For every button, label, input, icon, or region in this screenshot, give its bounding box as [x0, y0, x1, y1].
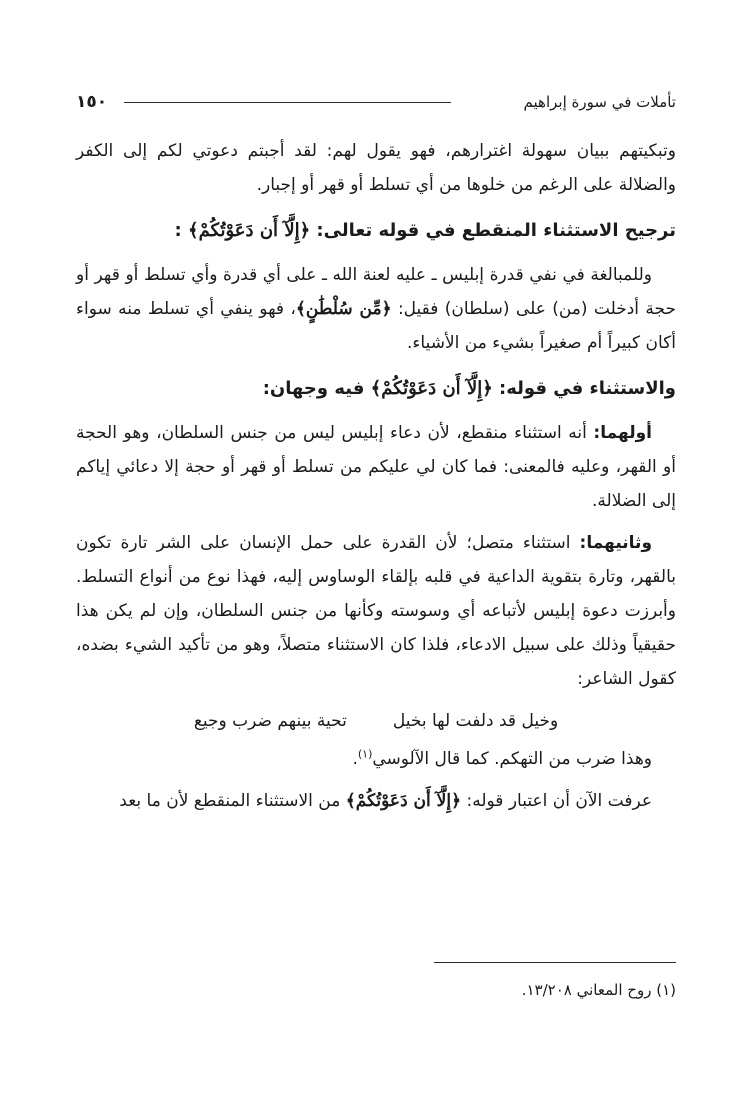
paragraph-emphasis-before: وللمبالغة في نفي قدرة إبليس ـ عليه لعنة الله ـ على أي قدرة وأي تسلط أو قهر أو حجة أدخلت (من) على (سلطان) فقيل: [76, 265, 677, 319]
paragraph-intro: وتبكيتهم ببيان سهولة اغترارهم، فهو يقول لهم: لقد أجبتم دعوتي لكم إلى الكفر والضلالة على الرغم من خلوها من أي تسلط أو قهر أو إجبار. [76, 141, 676, 195]
section-heading-1 [76, 214, 676, 248]
quran-quote: ﴿مِّن سُلْطَٰنٍ﴾ [295, 299, 392, 319]
header-rule [124, 102, 451, 103]
paragraph-first-view [76, 416, 676, 518]
citation-text: وهذا ضرب من التهكم. كما قال الآلوسي [372, 749, 652, 769]
paragraph-citation [76, 742, 676, 776]
second-view-text: استثناء متصل؛ لأن القدرة على حمل الإنسان على الشر تارة تكون بالقهر، وتارة بتقوية الداعية في قلبه بإلقاء الوساوس إليه، فهذا نوع من أنواع التسلط. وأبرزت دعوة إبليس لأتباعه أي وسوسته وكأنها من جنس السلطان، وإن لم يكن هذا حقيقياً وذلك على سبيل الادعاء، فلذا كان الاستثناء متصلاً، وهو من تأكيد الشيء بضده، كقول الشاعر: [76, 533, 676, 689]
heading-2-end: فيه وجهان: [262, 378, 365, 399]
paragraph-emphasis [76, 258, 676, 360]
footnote: (١) روح المعاني ١٣/٢٠٨. [521, 981, 676, 999]
conclusion-before: عرفت الآن أن اعتبار قوله: [466, 791, 652, 811]
quran-quote: ﴿إِلَّآ أَن دَعَوْتُكُمْ﴾ [345, 791, 462, 811]
verse-hemistich-first: وخيل قد دلفت لها بخيل [392, 711, 559, 731]
first-view-label: أولهما: [593, 423, 652, 443]
footnote-marker[interactable]: (١) [357, 747, 373, 761]
heading-2-text: والاستثناء في قوله: [499, 378, 676, 399]
quran-quote: ﴿إِلَّآ أَن دَعَوْتُكُمْ﴾ [370, 378, 493, 399]
book-title: تأملات في سورة إبراهيم [523, 93, 676, 111]
paragraph-conclusion [76, 784, 676, 818]
poetry-verse [76, 704, 676, 738]
citation-end: . [352, 749, 358, 769]
quran-quote: ﴿إِلَّآ أَن دَعَوْتُكُمْ﴾ [188, 220, 311, 241]
running-header [76, 90, 676, 114]
footnote-rule [434, 962, 676, 963]
page-number: ١٥٠ [76, 92, 108, 112]
paragraph-second-view [76, 526, 676, 696]
section-heading-2 [76, 372, 676, 406]
heading-1-text: ترجيح الاستثناء المنقطع في قوله تعالى: [316, 220, 676, 241]
second-view-label: وثانيهما: [579, 533, 653, 553]
conclusion-after: من الاستثناء المنقطع لأن ما بعد [119, 791, 341, 811]
verse-hemistich-second: تحية بينهم ضرب وجيع [193, 711, 347, 731]
first-view-text: أنه استثناء منقطع، لأن دعاء إبليس ليس من جنس السلطان، وهو الحجة أو القهر، وعليه فالمعنى: فما كان لي عليكم من تسلط أو قهر أو حجة إلا دعائي إياكم إلى الضلالة. [76, 423, 676, 511]
heading-1-end: : [174, 220, 182, 241]
paragraph-emphasis-after: ، فهو ينفي أي تسلط منه سواء أكان كبيراً أم صغيراً بشيء من الأشياء. [76, 299, 676, 353]
page-body [76, 134, 676, 826]
